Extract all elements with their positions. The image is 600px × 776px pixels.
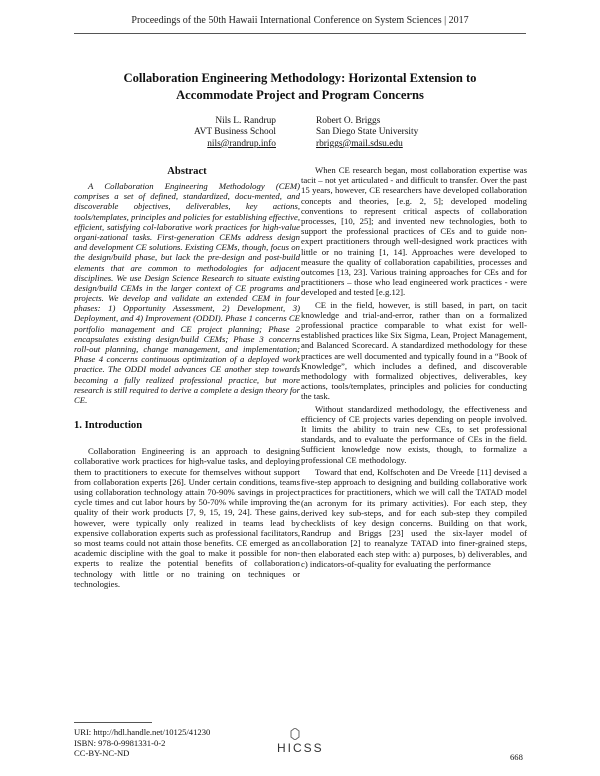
title-line-2: Accommodate Project and Program Concerns <box>176 88 424 102</box>
body-paragraph: CE in the field, however, is still based, in part, on tacit knowledge and trial-and-error, rather than on a formalized professional practice comparable to what exist for well-established practices like Six Sigma, Lean, Project Management, and Balanced Scorecard. A standardized methodology for these practices are well documented and typically found in a “Book of Knowledge”, which includes a defined, and discoverable methodology with formalized objectives, deliverables, key actions, tools/templates, principles and policies for conducting the task. <box>301 299 527 402</box>
author-affiliation: AVT Business School <box>194 127 276 138</box>
hicss-logo <box>277 741 324 755</box>
author-name: Robert O. Briggs <box>316 116 381 126</box>
left-column <box>74 165 300 589</box>
body-paragraph: When CE research began, most collaboration expertise was tacit – not yet articulated - and difficult to transfer. Over the past 15 years, however, CE researchers have developed collaboration concepts and theories, [e.g. 2, 5]; developed modeling conventions to represent critical aspects of collaboration processes, [10, 25]; and invented new technologies, both to support the professional practices of CEs and to guide non-expert practitioners through well-designed work practices with little or no training [1, 14]. Approaches were developed to measure the quality of collaboration capabilities, processes and outcomes [13, 23]. Various training approaches for CEs and for practitioners – those who lead engineered work practices - were developed and tested [e.g.12]. <box>301 165 527 298</box>
introduction-paragraph: Collaboration Engineering is an approach to designing collaborative work practices for high-value tasks, and deploying them to practitioners to execute for themselves without support from collaboration experts [26]. Under certain conditions, teams using collaboration technology attain 70-90% savings in project cycle times and cut labor hours by 50-70% while improving the quality of their work products [7, 9, 15, 19, 24]. These gains, however, were typically only realized in teams lead by expensive collaboration experts such as professional facilitators, so most teams could not attain those benefits. CE emerged as an academic discipline with the goal to make it possible for non-experts to realize the potential benefits of collaboration technology with little or no training on techniques or technologies. <box>74 446 300 589</box>
introduction-heading: 1. Introduction <box>74 420 143 432</box>
footer-isbn: ISBN: 978-0-9981331-0-2 <box>74 737 166 748</box>
author-email-link[interactable]: nils@randrup.info <box>207 138 276 149</box>
abstract-heading: Abstract <box>167 166 207 177</box>
body-paragraph: Toward that end, Kolfschoten and De Vreede [11] devised a five-step approach to designing and building collaborative work practices for practitioners, which we will call the TATAD model (an acronym for its primary activities). For each step, they derived key sub-steps, and for each sub-step they compiled checklists of key design concerns. Building on that work, Randrup and Briggs [23] used the six-layer model of collaboration [2] to reanalyze TATAD into finer-grained steps, then elaborated each step with: a) purposes, b) deliverables, and c) indicators-of-quality for evaluating the performance <box>301 466 527 569</box>
hicss-logo-text: HICSS <box>277 741 324 755</box>
footer-license: CC-BY-NC-ND <box>74 748 130 759</box>
footer-uri[interactable]: URI: http://hdl.handle.net/10125/41230 <box>74 727 211 737</box>
author-affiliation: San Diego State University <box>316 127 419 138</box>
author-email-link[interactable]: rbriggs@mail.sdsu.edu <box>316 138 403 149</box>
body-paragraph: Without standardized methodology, the effectiveness and efficiency of CE projects varies depending on people involved. It limits the ability to train new CEs, to set professional standards, and to evaluate the performance of CEs in the field. Sufficient knowledge now exists, though, to formalize a professional CE methodology. <box>301 403 527 465</box>
hicss-mark-icon <box>290 728 300 740</box>
header-rule <box>74 33 526 34</box>
title-line-1: Collaboration Engineering Methodology: Horizontal Extension to <box>123 71 477 85</box>
paper-title <box>60 70 540 104</box>
author-block-2 <box>316 116 418 150</box>
right-column <box>301 165 527 571</box>
page-number: 668 <box>510 752 523 762</box>
author-block-1 <box>194 116 276 150</box>
footer-rule <box>74 722 152 723</box>
footer-metadata <box>74 727 210 759</box>
proceedings-header: Proceedings of the 50th Hawaii International Conference on System Sciences | 2017 <box>131 15 469 26</box>
abstract-text: A Collaboration Engineering Methodology (CEM) comprises a set of defined, standardized, docu-mented, and discoverable objectives, deliverables, key actions, tools/templates, principles and policies for establishing effective, efficient, satisfying col-laborative work practices for high-value organi-zational tasks. First-generation CEMs address design and development CE solutions. Existing CEMs, though, focus on the design/build phase, but lack the pre-design and post-build elements that are common to methodologies for adjacent disciplines. We use Design Science Research to situate existing design/build CEMs in the larger context of CE programs and projects. We develop and validate an extended CEM in four phases: 1) Opportunity Assessment, 2) Development, 3) Deployment, and 4) Improvement (ODDI). Phase 1 concerns CE portfolio management and CE project planning; Phase 2 encapsulates existing design/build CEMs; Phase 3 concerns roll-out planning, change management, and implementation; Phase 4 concerns continuous optimization of a deployed work practice. The ODDI model advances CE another step towards becoming a fully realized professional practice, but more research is still required to derive a complete a design theory for CE. <box>74 181 300 405</box>
author-name: Nils L. Randrup <box>215 116 276 126</box>
